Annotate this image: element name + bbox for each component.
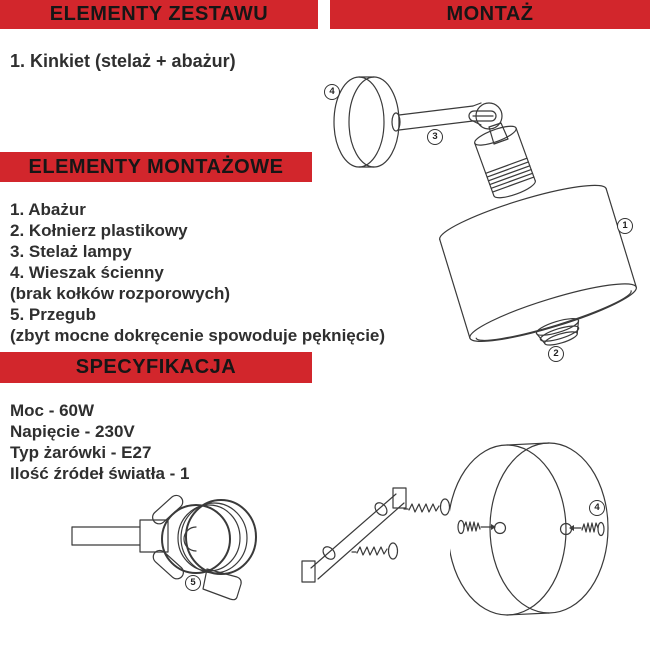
list-item: 1. Abażur [10, 200, 86, 219]
wall-lamp-assembly-diagram [315, 45, 650, 375]
spec-item: Moc - 60W [10, 401, 95, 420]
spec-item: Typ żarówki - E27 [10, 443, 152, 462]
section-header-elementy-zestawu: ELEMENTY ZESTAWU [0, 0, 318, 29]
list-item: 4. Wieszak ścienny [10, 263, 164, 282]
list-item: 5. Przegub [10, 305, 96, 324]
spec-item: Ilość źródeł światła - 1 [10, 464, 190, 483]
list-item: 2. Kołnierz plastikowy [10, 221, 188, 240]
callout-stelaz-3: 3 [427, 129, 443, 145]
list-item-note: (brak kołków rozporowych) [10, 284, 231, 303]
callout-przegub-5: 5 [185, 575, 201, 591]
callout-abazur-1: 1 [617, 218, 633, 234]
section-header-elementy-montazowe: ELEMENTY MONTAŻOWE [0, 152, 312, 182]
callout-wieszak-4-bottom: 4 [589, 500, 605, 516]
specification-list [10, 400, 190, 484]
wall-bracket-screws-diagram [290, 478, 475, 603]
callout-kolnierz-2: 2 [548, 346, 564, 362]
joint-closeup-diagram [55, 488, 265, 618]
spec-item: Napięcie - 230V [10, 422, 135, 441]
section-header-montaz: MONTAŻ [330, 0, 650, 29]
section-header-specyfikacja: SPECYFIKACJA [0, 352, 312, 383]
kit-contents-item: 1. Kinkiet (stelaż + abażur) [10, 51, 236, 71]
list-item: 3. Stelaż lampy [10, 242, 132, 261]
callout-wieszak-4: 4 [324, 84, 340, 100]
list-item-note: (zbyt mocne dokręcenie spowoduje pęknięcie) [10, 326, 386, 345]
wall-hanger-ring-diagram [450, 435, 650, 630]
